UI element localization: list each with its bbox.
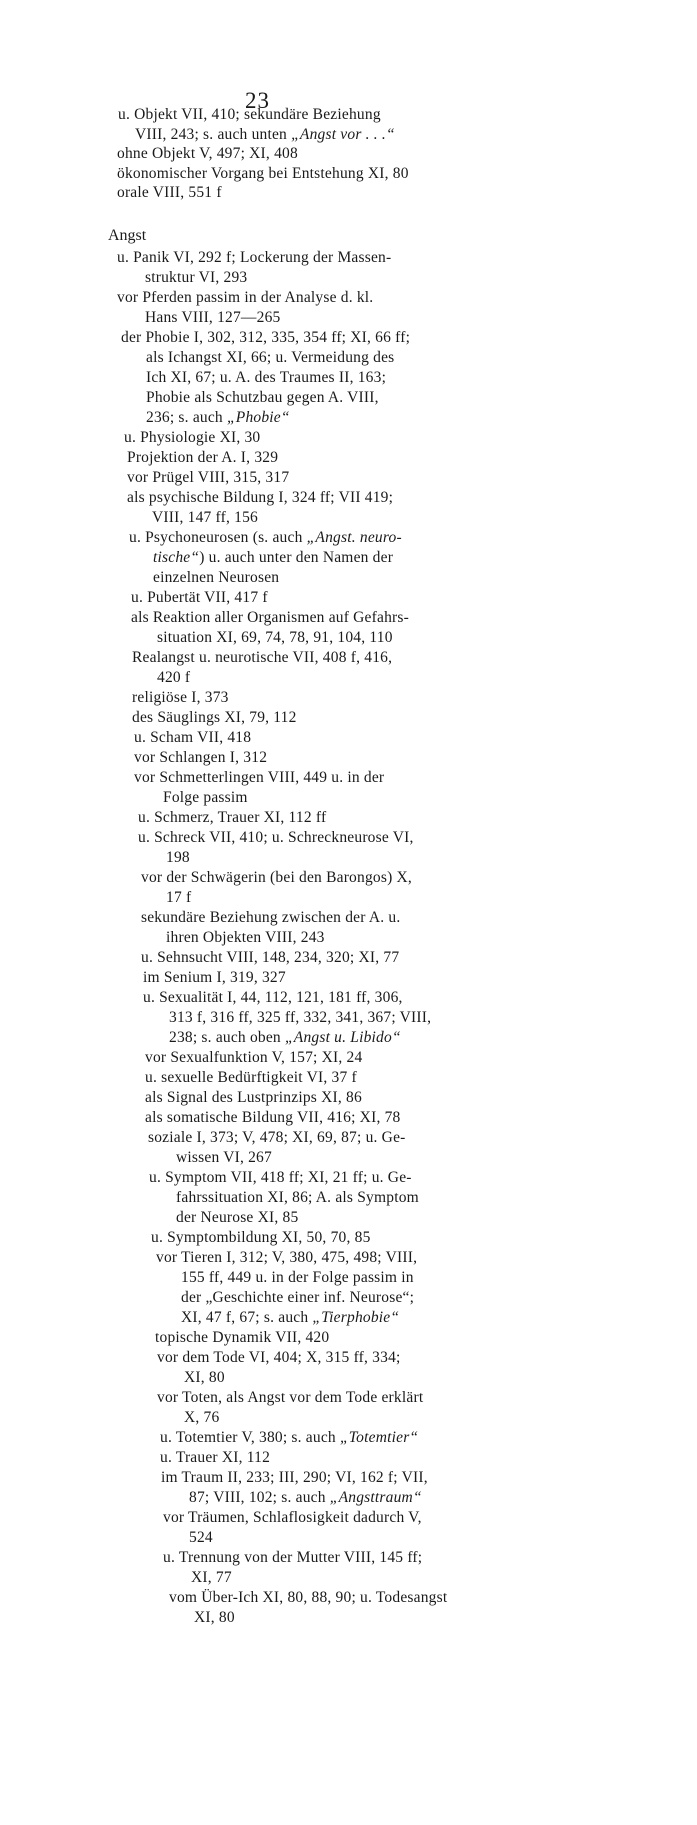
index-entry-line	[143, 967, 286, 988]
index-entry-line	[141, 907, 400, 928]
index-entry-line	[132, 687, 229, 708]
index-entry-line	[163, 1547, 422, 1568]
entry-text: vor Pferden passim in der Analyse d. kl.	[117, 289, 374, 306]
entry-text: Projektion der A. I, 329	[127, 449, 279, 466]
index-entry-line	[138, 827, 414, 848]
index-entry-line	[152, 507, 258, 528]
index-entry-line	[169, 1587, 447, 1608]
index-entry-line	[146, 387, 379, 408]
index-entry-line	[184, 1407, 219, 1428]
entry-text: als somatische Bildung VII, 416; XI, 78	[145, 1109, 401, 1126]
index-entry-line	[157, 1387, 423, 1408]
entry-text: u. Scham VII, 418	[134, 729, 252, 746]
entry-text: u. Symptom VII, 418 ff; XI, 21 ff; u. Ge-	[149, 1169, 412, 1186]
entry-text: Folge passim	[163, 789, 248, 806]
entry-text: XI, 47 f, 67; s. auch	[181, 1309, 313, 1326]
entry-text: der Neurose XI, 85	[176, 1209, 299, 1226]
entry-text: u. Psychoneurosen (s. auch	[129, 529, 307, 546]
entry-text: XI, 77	[191, 1569, 232, 1586]
index-entry-line	[146, 407, 290, 428]
index-entry-line	[146, 367, 386, 388]
index-entry-line	[161, 1467, 428, 1488]
entry-text: XI, 80	[194, 1609, 235, 1626]
entry-text: u. Objekt VII, 410; sekundäre Beziehung	[118, 106, 381, 123]
entry-text: vor Toten, als Angst vor dem Tode erklärt	[157, 1389, 424, 1406]
cross-reference: „Angsttraum“	[329, 1489, 422, 1506]
cross-reference: tische“	[153, 549, 200, 566]
entry-text: u. sexuelle Bedürftigkeit VI, 37 f	[145, 1069, 357, 1086]
index-entry-line	[134, 747, 267, 768]
index-entry-line	[127, 467, 289, 488]
index-entry-line	[132, 647, 392, 668]
entry-text: soziale I, 373; V, 478; XI, 69, 87; u. Ge-	[148, 1129, 406, 1146]
entry-text: u. Sexualität I, 44, 112, 121, 181 ff, 306,	[143, 989, 403, 1006]
entry-text: sekundäre Beziehung zwischen der A. u.	[141, 909, 401, 926]
entry-text: XI, 80	[184, 1369, 225, 1386]
index-entry-line	[124, 427, 260, 448]
index-entry-line	[135, 124, 395, 145]
index-entry-line	[181, 1267, 414, 1288]
entry-text: u. Physiologie XI, 30	[124, 429, 261, 446]
cross-reference: „Totemtier“	[339, 1429, 419, 1446]
entry-text: 313 f, 316 ff, 325 ff, 332, 341, 367; VIII,	[169, 1009, 432, 1026]
entry-text: vor Träumen, Schlaflosigkeit dadurch V,	[163, 1509, 422, 1526]
entry-text: 524	[189, 1529, 213, 1546]
index-entry-line	[194, 1607, 235, 1628]
entry-text: im Traum II, 233; III, 290; VI, 162 f; VII,	[161, 1469, 428, 1486]
entry-text: der „Geschichte einer inf. Neurose“;	[181, 1289, 415, 1306]
index-entry-line	[191, 1567, 232, 1588]
index-entry-line	[176, 1207, 298, 1228]
entry-text: u. Panik VI, 292 f; Lockerung der Massen-	[117, 249, 392, 266]
entry-text: vor dem Tode VI, 404; X, 315 ff, 334;	[157, 1349, 401, 1366]
entry-text: u. Symptombildung XI, 50, 70, 85	[151, 1229, 371, 1246]
index-entry-line	[169, 1007, 431, 1028]
index-entry-line	[176, 1187, 419, 1208]
entry-text: der Phobie I, 302, 312, 335, 354 ff; XI, 66 ff;	[121, 329, 411, 346]
entry-text: 420 f	[157, 669, 191, 686]
entry-text: 87; VIII, 102; s. auch	[189, 1489, 330, 1506]
index-entry-line	[141, 947, 399, 968]
index-entry-line	[117, 143, 298, 164]
index-entry-line	[127, 447, 278, 468]
entry-text: u. Schmerz, Trauer XI, 112 ff	[138, 809, 327, 826]
page-number: 23	[245, 88, 270, 113]
index-entry-line	[143, 987, 403, 1008]
index-entry-line	[129, 527, 402, 548]
entry-text: Ich XI, 67; u. A. des Traumes II, 163;	[146, 369, 387, 386]
entry-text: situation XI, 69, 74, 78, 91, 104, 110	[157, 629, 393, 646]
index-entry-line	[141, 867, 412, 888]
index-entry-line	[134, 767, 384, 788]
index-entry-line	[145, 307, 280, 328]
index-entry-line	[181, 1307, 399, 1328]
entry-text: Realangst u. neurotische VII, 408 f, 416,	[132, 649, 393, 666]
entry-text: fahrssituation XI, 86; A. als Symptom	[176, 1189, 419, 1206]
index-entry-line	[160, 1447, 270, 1468]
entry-text: u. Schreck VII, 410; u. Schreckneurose VI,	[138, 829, 414, 846]
index-entry-line	[169, 1027, 401, 1048]
index-entry-line	[121, 327, 410, 348]
cross-reference: „Angst vor . . .“	[291, 126, 395, 143]
index-entry-line	[148, 1127, 406, 1148]
index-entry-line	[146, 347, 394, 368]
cross-reference: „Angst u. Libido“	[284, 1029, 401, 1046]
index-entry-line	[153, 567, 279, 588]
entry-text: 198	[166, 849, 190, 866]
entry-text: einzelnen Neurosen	[153, 569, 280, 586]
entry-text: als Signal des Lustprinzips XI, 86	[145, 1089, 362, 1106]
index-entry-line	[145, 1087, 362, 1108]
entry-text: u. Trauer XI, 112	[160, 1449, 271, 1466]
index-entry-line	[145, 1067, 357, 1088]
entry-text: vor Prügel VIII, 315, 317	[127, 469, 290, 486]
entry-text: religiöse I, 373	[132, 689, 229, 706]
entry-text: vor Schmetterlingen VIII, 449 u. in der	[134, 769, 385, 786]
index-entry-line	[176, 1147, 272, 1168]
entry-text: Hans VIII, 127—265	[145, 309, 281, 326]
entry-text: VIII, 147 ff, 156	[152, 509, 258, 526]
index-entry-line	[156, 1247, 417, 1268]
entry-text: u. Pubertät VII, 417 f	[131, 589, 268, 606]
index-heading: Angst	[108, 227, 147, 244]
entry-text: topische Dynamik VII, 420	[155, 1329, 330, 1346]
entry-text: Phobie als Schutzbau gegen A. VIII,	[146, 389, 379, 406]
entry-text: wissen VI, 267	[176, 1149, 272, 1166]
entry-text: als Reaktion aller Organismen auf Gefahrs-	[131, 609, 409, 626]
index-entry-line	[163, 1507, 422, 1528]
entry-text: u. Trennung von der Mutter VIII, 145 ff;	[163, 1549, 423, 1566]
index-entry-line	[132, 707, 297, 728]
index-entry-line	[189, 1527, 213, 1548]
index-entry-line	[151, 1227, 371, 1248]
entry-text: 17 f	[166, 889, 192, 906]
entry-text: ökonomischer Vorgang bei Entstehung XI, 80	[117, 165, 409, 182]
index-entry-line	[166, 847, 190, 868]
cross-reference: „Phobie“	[226, 409, 290, 426]
index-entry-line	[157, 627, 393, 648]
index-entry-line	[145, 1107, 401, 1128]
entry-text: ohne Objekt V, 497; XI, 408	[117, 145, 298, 162]
entry-text: 238; s. auch oben	[169, 1029, 285, 1046]
entry-text: u. Totemtier V, 380; s. auch	[160, 1429, 340, 1446]
index-entry-line	[138, 807, 326, 828]
index-entry-line	[157, 667, 190, 688]
index-entry-line	[145, 267, 247, 288]
entry-text: vom Über-Ich XI, 80, 88, 90; u. Todesangst	[169, 1589, 448, 1606]
entry-text: ihren Objekten VIII, 243	[166, 929, 325, 946]
index-entry-line	[166, 887, 191, 908]
index-entry-line	[155, 1327, 329, 1348]
cross-reference: „Angst. neuro-	[306, 529, 402, 546]
index-entry-line	[117, 182, 222, 203]
entry-text: als Ichangst XI, 66; u. Vermeidung des	[146, 349, 395, 366]
index-entry-line	[118, 104, 381, 125]
index-entry-line	[131, 607, 409, 628]
index-entry-line	[117, 287, 373, 308]
entry-text: orale VIII, 551 f	[117, 184, 222, 201]
entry-text: VIII, 243; s. auch unten	[135, 126, 292, 143]
entry-text: struktur VI, 293	[145, 269, 248, 286]
index-entry-line	[181, 1287, 414, 1308]
entry-text: 155 ff, 449 u. in der Folge passim in	[181, 1269, 414, 1286]
entry-text: des Säuglings XI, 79, 112	[132, 709, 297, 726]
entry-text: vor Tieren I, 312; V, 380, 475, 498; VIII,	[156, 1249, 418, 1266]
index-entry-line	[184, 1367, 225, 1388]
entry-text: ) u. auch unter den Namen der	[199, 549, 394, 566]
index-entry-line	[131, 587, 268, 608]
index-entry-line	[157, 1347, 401, 1368]
entry-text: X, 76	[184, 1409, 220, 1426]
index-entry-line	[117, 163, 409, 184]
entry-text: u. Sehnsucht VIII, 148, 234, 320; XI, 77	[141, 949, 400, 966]
entry-text: 236; s. auch	[146, 409, 227, 426]
index-entry-line	[189, 1487, 422, 1508]
entry-text: vor Sexualfunktion V, 157; XI, 24	[145, 1049, 363, 1066]
entry-text: vor Schlangen I, 312	[134, 749, 268, 766]
entry-text: im Senium I, 319, 327	[143, 969, 286, 986]
entry-text: vor der Schwägerin (bei den Barongos) X,	[141, 869, 412, 886]
index-entry-line	[145, 1047, 362, 1068]
entry-text: als psychische Bildung I, 324 ff; VII 419;	[127, 489, 394, 506]
cross-reference: „Tierphobie“	[312, 1309, 400, 1326]
index-entry-line	[160, 1427, 418, 1448]
index-entry-line	[149, 1167, 412, 1188]
index-entry-line	[153, 547, 393, 568]
index-entry-line	[166, 927, 325, 948]
index-entry-line	[127, 487, 393, 508]
index-entry-line	[134, 727, 251, 748]
index-entry-line	[163, 787, 248, 808]
index-entry-line	[117, 247, 391, 268]
